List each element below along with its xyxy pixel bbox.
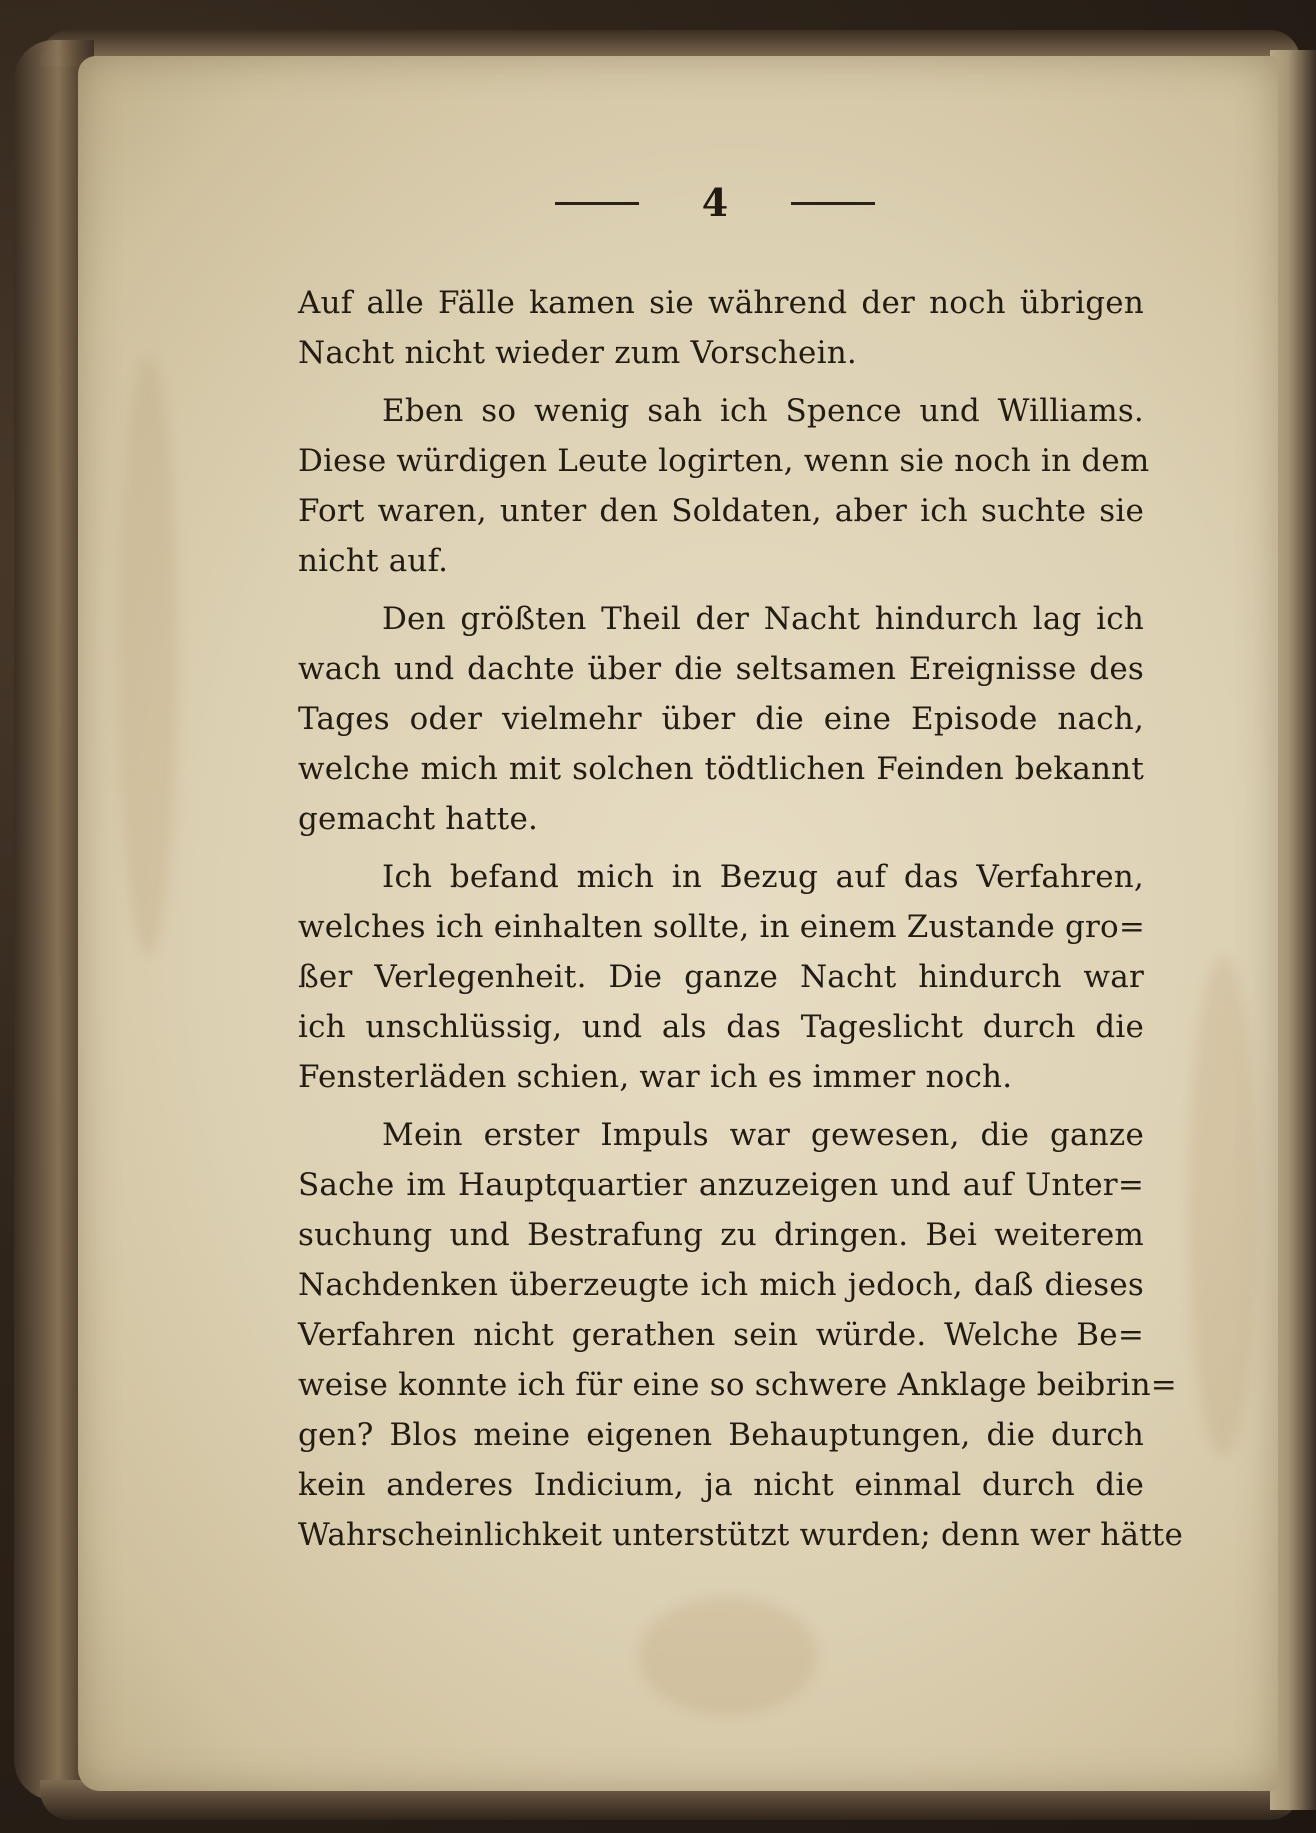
text-line: gemacht hatte.: [298, 801, 539, 837]
paper-stain: [638, 1596, 818, 1716]
text-line: Diese würdigen Leute logirten, wenn sie noch in dem: [298, 443, 1150, 479]
text-line: Wahrscheinlichkeit unterstützt wurden; denn wer hätte: [298, 1517, 1184, 1553]
paper-stain: [1188, 956, 1258, 1456]
text-line: Sache im Hauptquartier anzuzeigen und auf Unter=: [298, 1167, 1144, 1203]
paragraph-gap: [298, 378, 1144, 386]
paper-stain: [118, 356, 178, 956]
text-line: Fort waren, unter den Soldaten, aber ich suchte sie: [298, 493, 1144, 529]
header-rule-left: [555, 202, 639, 205]
text-line: kein anderes Indicium, ja nicht einmal durch die: [298, 1467, 1144, 1503]
body-text: [298, 278, 1184, 1560]
text-line: weise konnte ich für eine so schwere Anklage beibrin=: [298, 1367, 1177, 1403]
paragraph-gap: [298, 1102, 1144, 1110]
page-number: 4: [701, 180, 729, 225]
text-line: Nacht nicht wieder zum Vorschein.: [298, 335, 857, 371]
text-line: gen? Blos meine eigenen Behauptungen, die durch: [298, 1417, 1144, 1453]
text-line: Auf alle Fälle kamen sie während der noch übrigen: [298, 285, 1144, 321]
text-line: welche mich mit solchen tödtlichen Feinden bekannt: [298, 751, 1144, 787]
text-line: ßer Verlegenheit. Die ganze Nacht hindurch war: [298, 959, 1144, 995]
text-line: Den größten Theil der Nacht hindurch lag ich: [382, 601, 1144, 637]
paragraph-gap: [298, 844, 1144, 852]
text-line: Mein erster Impuls war gewesen, die ganze: [382, 1117, 1144, 1153]
text-line: Ich befand mich in Bezug auf das Verfahren,: [382, 859, 1144, 895]
paragraph: [298, 594, 1144, 844]
paragraph: [298, 278, 1144, 378]
text-line: nicht auf.: [298, 543, 449, 579]
text-line: Eben so wenig sah ich Spence und Williams.: [382, 393, 1144, 429]
text-line: Verfahren nicht gerathen sein würde. Welche Be=: [298, 1317, 1144, 1353]
header-rule-right: [791, 202, 875, 205]
text-line: wach und dachte über die seltsamen Ereignisse des: [298, 651, 1144, 687]
text-line: ich unschlüssig, und als das Tageslicht durch die: [298, 1009, 1144, 1045]
paragraph: [298, 852, 1144, 1102]
text-line: Fensterläden schien, war ich es immer noch.: [298, 1059, 1013, 1095]
text-line: Nachdenken überzeugte ich mich jedoch, daß dieses: [298, 1267, 1144, 1303]
text-line: Tages oder vielmehr über die eine Episode nach,: [298, 701, 1144, 737]
page-header: [555, 178, 875, 228]
paragraph-gap: [298, 586, 1144, 594]
paragraph: [298, 1110, 1184, 1560]
paragraph: [298, 386, 1150, 586]
text-line: suchung und Bestrafung zu dringen. Bei weiterem: [298, 1217, 1144, 1253]
text-line: welches ich einhalten sollte, in einem Zustande gro=: [298, 909, 1146, 945]
